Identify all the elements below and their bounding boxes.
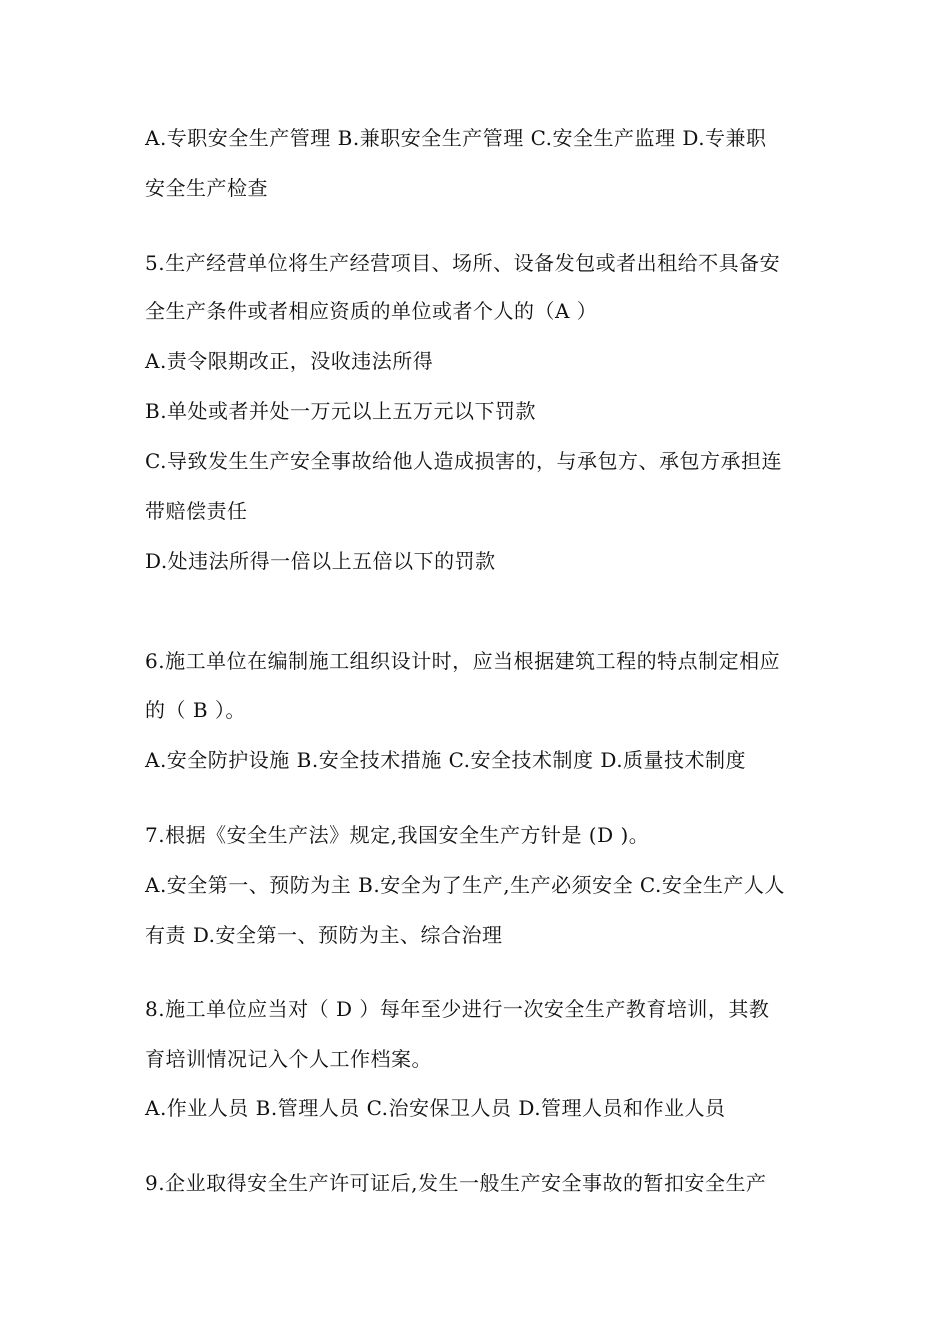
option-5a: A.责令限期改正，没收违法所得 bbox=[145, 349, 434, 373]
option-line-q4-cont: 安全生产检查 bbox=[145, 176, 268, 200]
option-5c: C.导致发生生产安全事故给他人造成损害的，与承包方、承包方承担连 bbox=[145, 449, 782, 473]
option-5d: D.处违法所得一倍以上五倍以下的罚款 bbox=[145, 549, 496, 573]
question-9: 9.企业取得安全生产许可证后,发生一般生产安全事故的暂扣安全生产 bbox=[145, 1171, 767, 1195]
option-5b: B.单处或者并处一万元以上五万元以下罚款 bbox=[145, 399, 537, 423]
question-7: 7.根据《安全生产法》规定,我国安全生产方针是 (D )。 bbox=[145, 823, 650, 847]
options-8: A.作业人员 B.管理人员 C.治安保卫人员 D.管理人员和作业人员 bbox=[145, 1096, 726, 1120]
question-8: 8.施工单位应当对（ D ）每年至少进行一次安全生产教育培训，其教 bbox=[145, 997, 770, 1021]
option-5c-cont: 带赔偿责任 bbox=[145, 499, 248, 523]
options-6: A.安全防护设施 B.安全技术措施 C.安全技术制度 D.质量技术制度 bbox=[145, 748, 747, 772]
options-7: A.安全第一、预防为主 B.安全为了生产,生产必须安全 C.安全生产人人 bbox=[145, 873, 785, 897]
option-line-q4: A.专职安全生产管理 B.兼职安全生产管理 C.安全生产监理 D.专兼职 bbox=[145, 126, 767, 150]
question-8-cont: 育培训情况记入个人工作档案。 bbox=[145, 1047, 432, 1071]
options-7-cont: 有责 D.安全第一、预防为主、综合治理 bbox=[145, 923, 503, 947]
question-5: 5.生产经营单位将生产经营项目、场所、设备发包或者出租给不具备安 bbox=[145, 251, 781, 275]
question-5-cont: 全生产条件或者相应资质的单位或者个人的（A ） bbox=[145, 299, 598, 323]
question-6: 6.施工单位在编制施工组织设计时，应当根据建筑工程的特点制定相应 bbox=[145, 649, 781, 673]
question-6-cont: 的（ B ）。 bbox=[145, 698, 246, 722]
